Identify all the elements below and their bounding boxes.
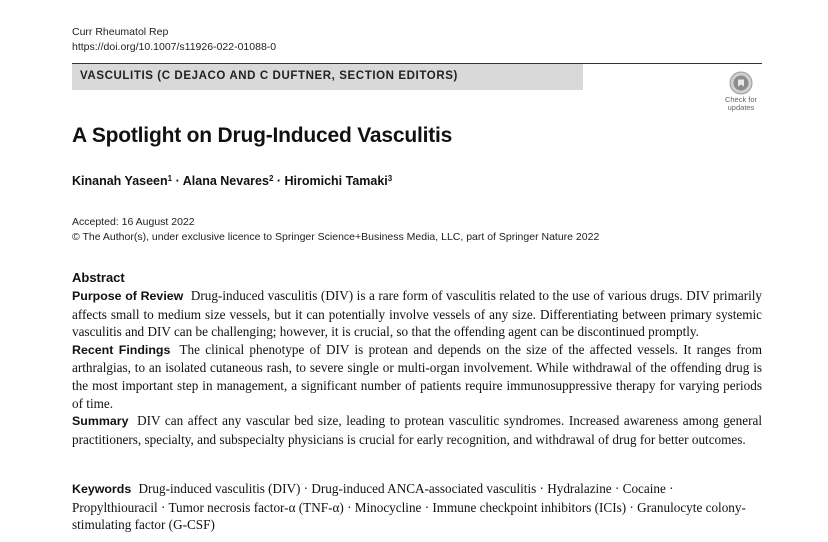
check-for-updates-icon	[729, 71, 753, 95]
author-affiliation: 3	[387, 174, 393, 183]
author-name[interactable]: Alana Nevares	[182, 174, 269, 188]
author-name[interactable]: Hiromichi Tamaki	[284, 174, 388, 188]
keywords-section	[72, 480, 762, 534]
summary-label: Summary	[72, 414, 129, 429]
author-separator: ·	[273, 174, 285, 188]
author-affiliation: 1	[167, 174, 173, 183]
abstract-purpose	[72, 287, 762, 341]
author-affiliation: 2	[268, 174, 274, 183]
accepted-date: Accepted: 16 August 2022	[72, 216, 195, 228]
purpose-label: Purpose of Review	[72, 289, 184, 303]
author-name[interactable]: Kinanah Yaseen	[72, 174, 168, 188]
article-title: A Spotlight on Drug-Induced Vasculitis	[72, 124, 453, 147]
summary-text: DIV can affect any vascular bed size, leading to protean vasculitic syndromes. Increased awareness among general practitioners, specialty, and subspecialty physicians is crucial for early recognition, and withdrawal of drug for better outcomes.	[72, 413, 762, 447]
keywords-text: Drug-induced vasculitis (DIV) · Drug-induced ANCA-associated vasculitis · Hydralazine · Cocaine · Propylthiouracil · Tumor necrosis factor-α (TNF-α) · Minocycline · Immune checkpoint inhibitors (ICIs) · Granulocyte colony-stimulating factor (G-CSF)	[72, 481, 746, 533]
check-for-updates-label: Check for updates	[724, 95, 758, 112]
check-for-updates-button[interactable]	[720, 71, 762, 113]
abstract-body	[72, 287, 762, 448]
section-banner	[72, 64, 583, 90]
journal-name: Curr Rheumatol Rep	[72, 26, 169, 38]
findings-label: Recent Findings	[72, 342, 171, 357]
findings-text: The clinical phenotype of DIV is protean and depends on the size of the affected vessels. It ranges from arthralgias, to an isolated cutaneous rash, to severe single or multi-organ involvement. While withdrawal of the offending drug is the most important step in management, a significant number of patients require immunosuppressive therapy for varying periods of time.	[72, 341, 762, 411]
journal-header	[72, 25, 276, 55]
abstract-heading: Abstract	[72, 270, 125, 285]
keywords-label: Keywords	[72, 482, 132, 496]
section-label: VASCULITIS (C DEJACO AND C DUFTNER, SECTION EDITORS)	[80, 70, 458, 82]
copyright-notice: © The Author(s), under exclusive licence to Springer Science+Business Media, LLC, part of Springer Nature 2022	[72, 231, 600, 243]
author-list	[72, 174, 392, 188]
abstract-findings	[72, 341, 762, 412]
doi-link[interactable]: https://doi.org/10.1007/s11926-022-01088-0	[72, 41, 277, 53]
author-separator: ·	[172, 174, 183, 188]
purpose-text: Drug-induced vasculitis (DIV) is a rare form of vasculitis related to the use of various drugs. DIV primarily affects small to medium size vessels, but it can potentially involve vessels of any size. Differentiating between primary systemic vasculitis and DIV can be challenging; however, it is crucial, so that the offending agent can be discontinued promptly.	[72, 288, 763, 340]
abstract-summary	[72, 412, 762, 448]
article-metadata	[72, 215, 599, 245]
